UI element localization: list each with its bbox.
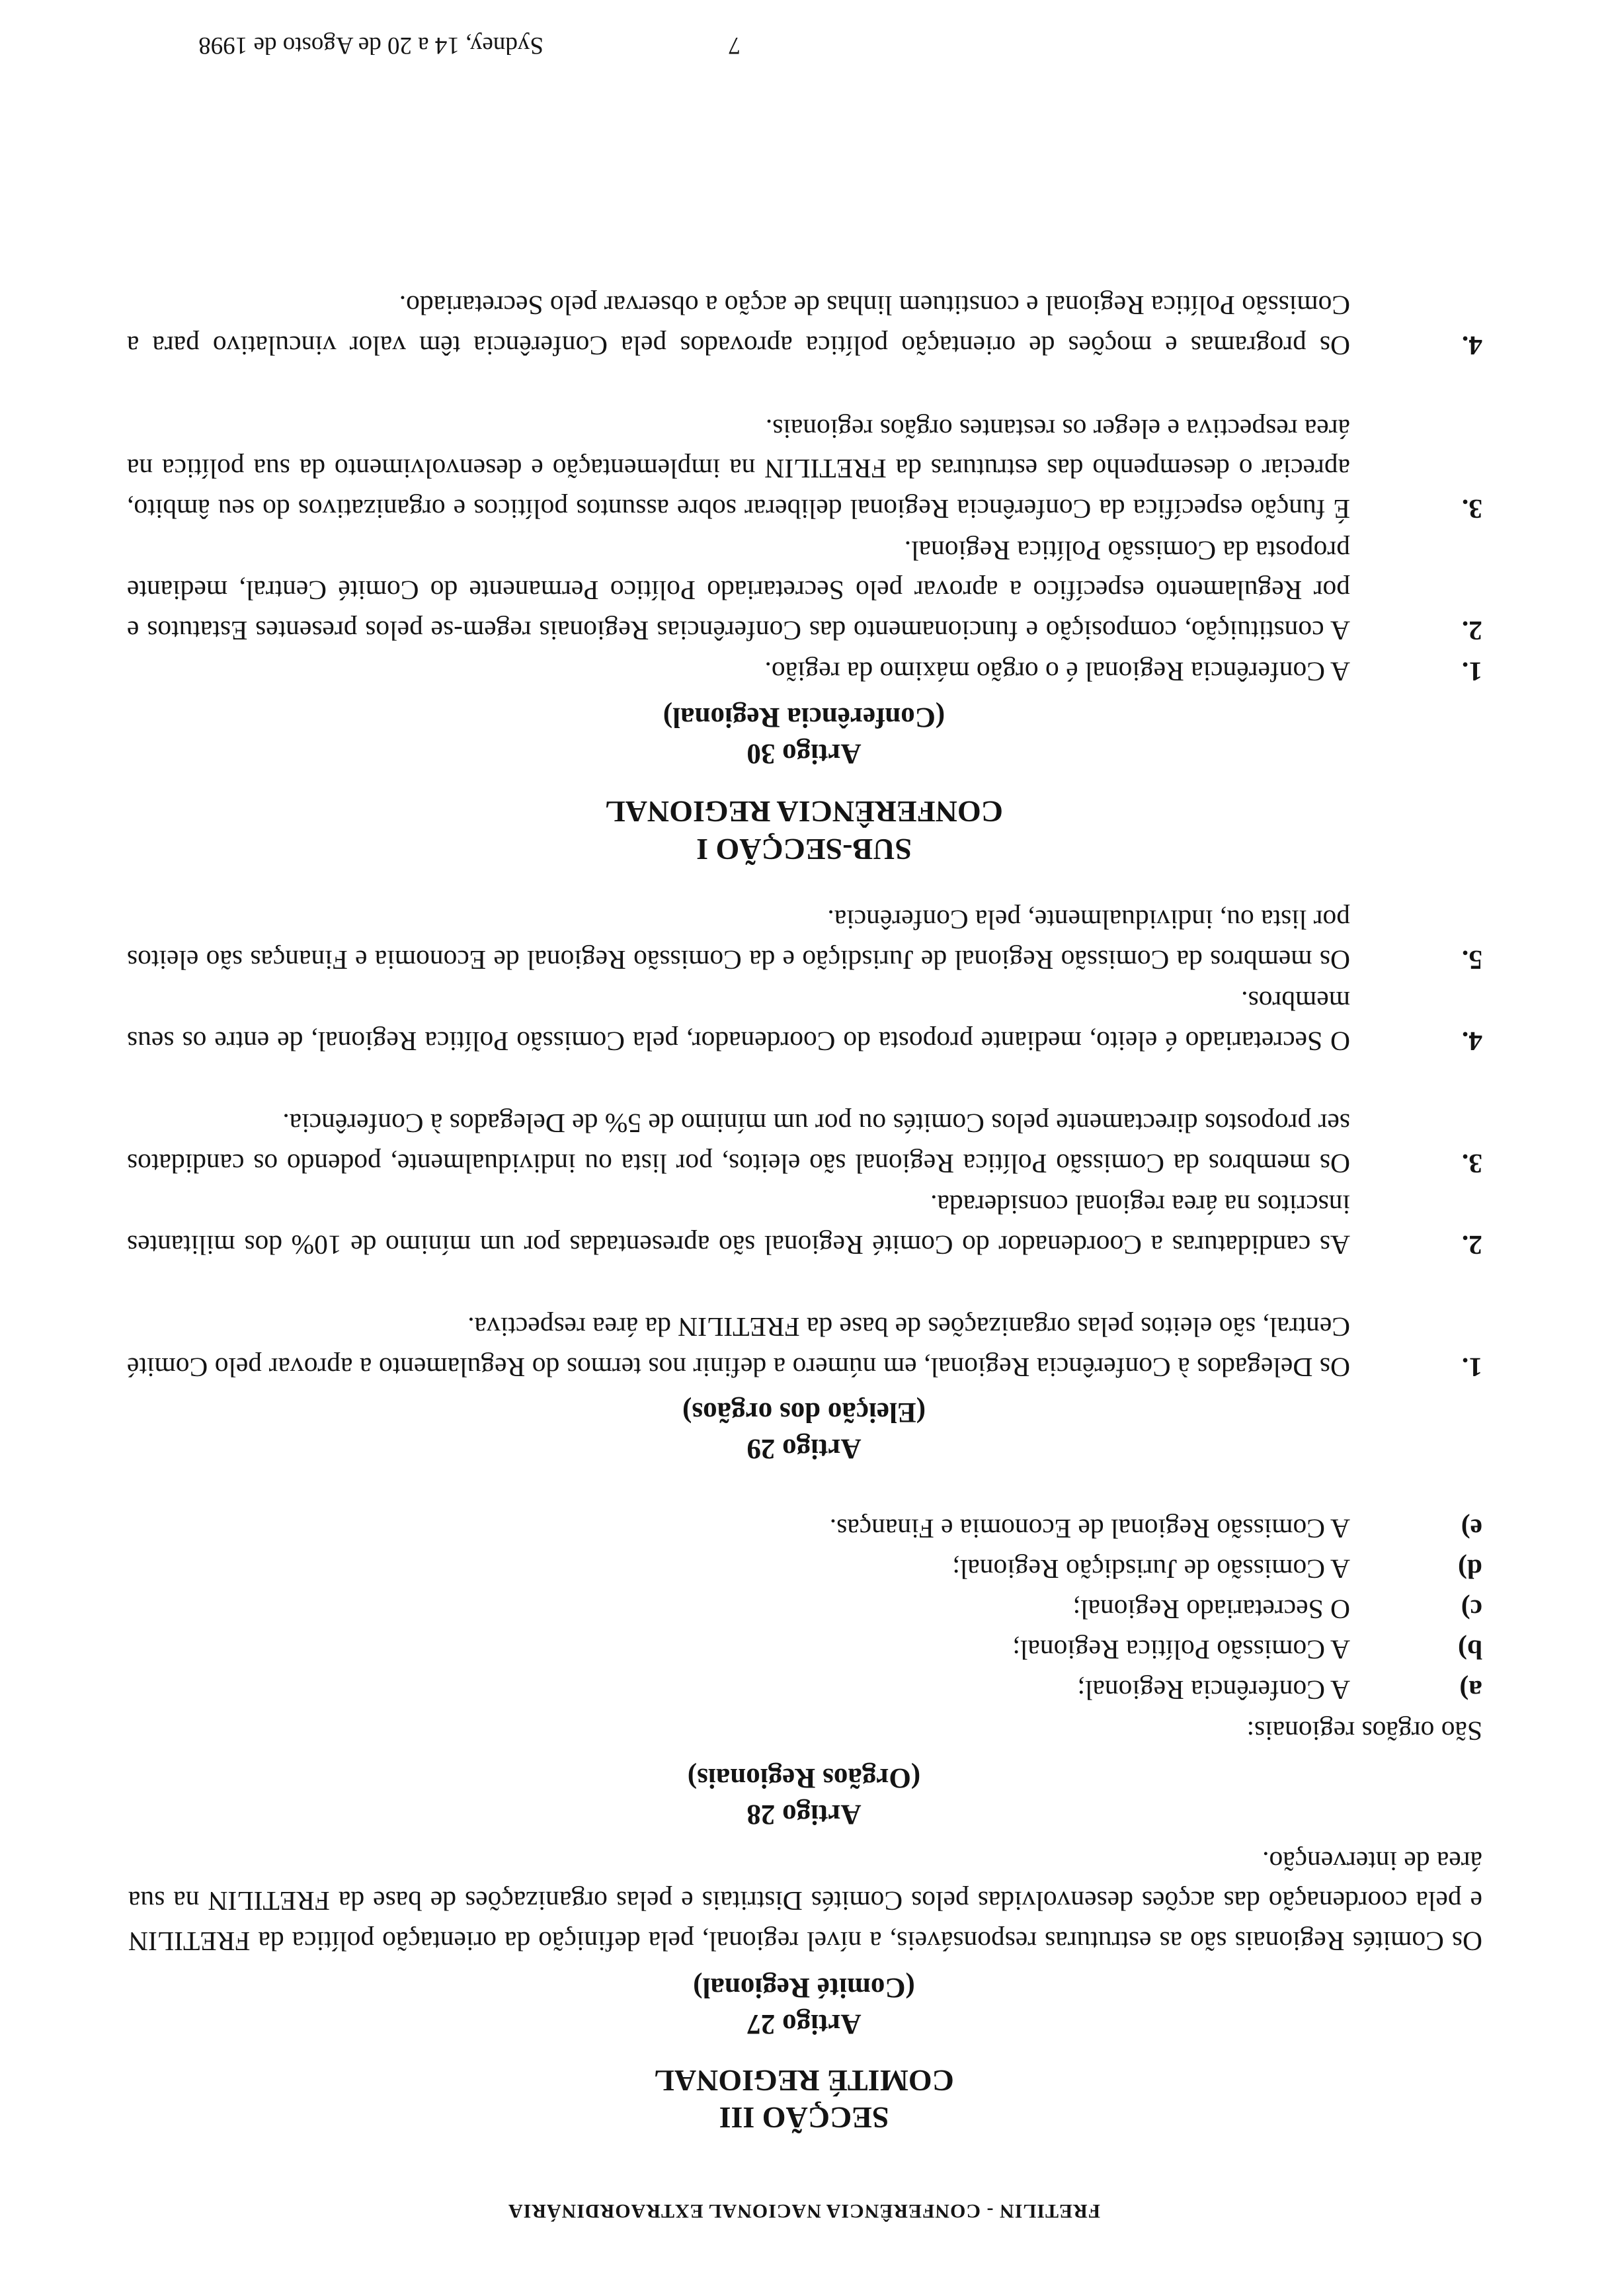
section-subtitle: COMITÉ REGIONAL — [654, 2064, 954, 2098]
item-number: 3. — [1461, 1149, 1482, 1179]
item-text: A Conferência Regional é o orgão máximo da região. — [764, 657, 1350, 687]
item-text: A constituição, composição e funcionamento das Conferências Regionais regem-se pelos presentes Estatutos e por Regulamento específico a aprovar pelo Secretariado Político Permanente do Comité Central, mediante proposta da Comissão Política Regional. — [127, 536, 1350, 646]
article-30-subtitle: (Conferência Regional) — [663, 702, 945, 733]
item-text: Os membros da Comissão Política Regional são eleitos, por lista ou individualmente, podendo os candidatos ser propostos directamente pelos Comités ou por um mínimo de 5% de Delegados à Conferência. — [127, 1108, 1350, 1179]
page-number: 7 — [728, 32, 741, 59]
item-number: 3. — [1461, 494, 1482, 524]
item-number: 2. — [1461, 1230, 1482, 1260]
list-text: A Comissão Regional de Economia e Finanças. — [829, 1514, 1350, 1544]
list-text: A Comissão Política Regional; — [1012, 1635, 1350, 1665]
running-header: FRETILIN - CONFERÊNCIA NACIONAL EXTRAORDINÁRIA — [507, 2200, 1101, 2222]
list-marker: d) — [1458, 1554, 1482, 1584]
section-title: SECÇÃO III — [719, 2101, 889, 2135]
list-marker: c) — [1461, 1594, 1482, 1625]
item-number: 4. — [1461, 331, 1482, 361]
list-text: A Comissão de Jurisdição Regional; — [952, 1554, 1350, 1584]
item-text: Os programas e moções de orientação política aprovados pela Conferência têm valor vinculativo para a Comissão Política Regional e constituem linhas de acção a observar pelo Secretariado. — [127, 290, 1350, 361]
list-text: A Conferência Regional; — [1077, 1675, 1350, 1705]
article-29-subtitle: (Eleição dos orgãos) — [682, 1397, 926, 1428]
subsection-title: SUB-SECÇÃO I — [696, 833, 912, 866]
article-28-intro: São orgãos regionais: — [1246, 1716, 1482, 1746]
item-number: 5. — [1461, 945, 1482, 975]
article-30-title: Artigo 30 — [746, 738, 862, 769]
item-text: É função específica da Conferência Regional deliberar sobre assuntos políticos e organizativos do seu âmbito, apreciar o desempenho das estruturas da FRETILIN na implementação e desenvolvimento da sua política na área respectiva e eleger os restantes orgãos regionais. — [127, 414, 1350, 524]
list-marker: b) — [1458, 1635, 1482, 1665]
item-text: As candidaturas a Coordenador do Comité Regional são apresentadas por um mínimo de 10% dos militantes inscritos na área regional considerada. — [127, 1190, 1350, 1260]
item-text: O Secretariado é eleito, mediante proposta do Coordenador, pela Comissão Política Regional, de entre os seus membros. — [127, 986, 1350, 1057]
article-27-subtitle: (Comité Regional) — [693, 1972, 915, 2003]
article-28-subtitle: (Orgãos Regionais) — [687, 1762, 921, 1793]
list-text: O Secretariado Regional; — [1072, 1594, 1350, 1625]
item-text: Os Delegados à Conferência Regional, em número a definir nos termos do Regulamento a aprovar pelo Comité Central, são eleitos pelas organizações de base da FRETILIN da área respectiva. — [127, 1312, 1350, 1383]
article-29-title: Artigo 29 — [746, 1433, 862, 1464]
list-marker: a) — [1459, 1675, 1482, 1705]
item-number: 4. — [1461, 1026, 1482, 1057]
item-text: Os membros da Comissão Regional de Jurisdição e da Comissão Regional de Economia e Finanças são eleitos por lista ou, individualmente, pela Conferência. — [127, 905, 1350, 975]
footer-place-date: Sydney, 14 a 20 de Agosto de 1998 — [198, 32, 543, 59]
list-marker: e) — [1461, 1514, 1482, 1544]
subsection-subtitle: CONFERÊNCIA REGIONAL — [605, 795, 1003, 829]
article-27-text: Os Comités Regionais são as estruturas responsáveis, a nível regional, pela definição da orientação política da FRETILIN e pela coordenação das acções desenvolvidas pelos Comités Distritais e pelas organizações de base da FRETILIN na sua área de intervenção. — [128, 1846, 1482, 1957]
item-number: 2. — [1461, 616, 1482, 646]
article-27-title: Artigo 27 — [746, 2008, 862, 2039]
item-number: 1. — [1461, 1352, 1482, 1383]
article-28-title: Artigo 28 — [746, 1799, 862, 1830]
item-number: 1. — [1461, 657, 1482, 687]
